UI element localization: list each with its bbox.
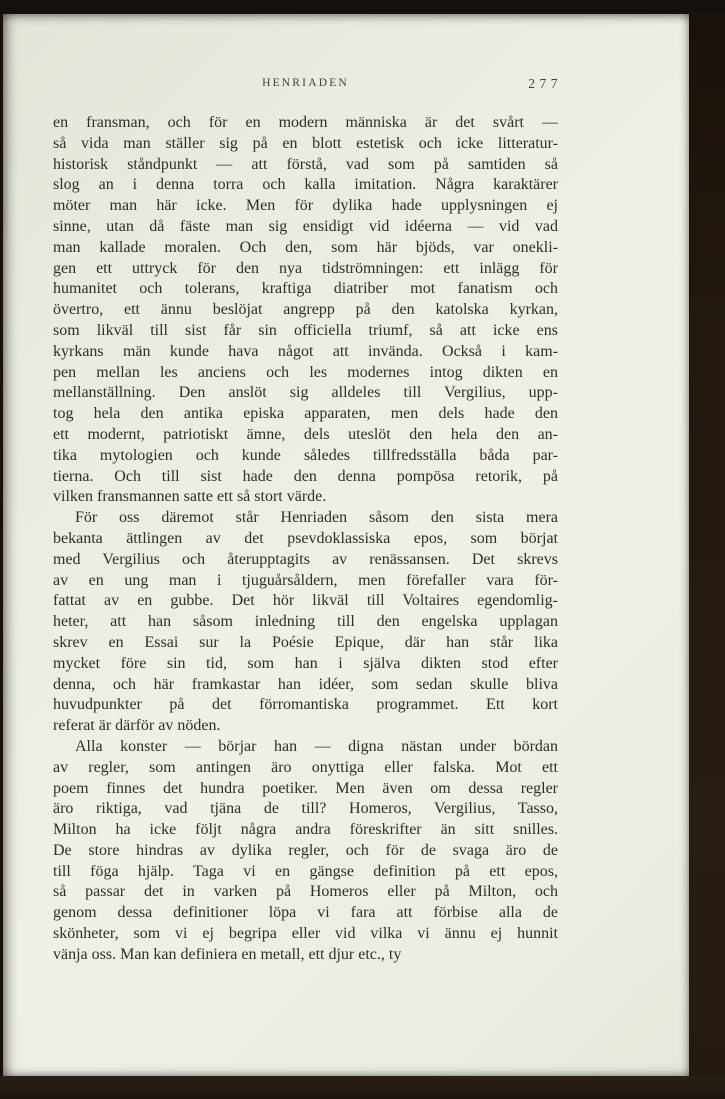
paragraph xyxy=(53,508,558,737)
text-line: referat är därför av nöden. xyxy=(53,717,221,735)
text-line: mycket före sin tid, som han i själva dikten stod efter xyxy=(53,654,558,672)
text-line: poem finnes det hundra poetiker. Men även om dessa regler xyxy=(53,779,558,797)
text-line: slog an i denna torra och kalla imitation. Några karaktärer xyxy=(53,176,558,194)
scan-border-bottom xyxy=(0,1076,725,1099)
text-line: tog hela den antika episka apparaten, men dels hade den xyxy=(53,405,558,423)
text-block xyxy=(53,76,562,966)
text-line: tika mytologien och kunde således tillfredsställa båda par- xyxy=(53,446,558,464)
text-line: så passar det in varken på Homeros eller på Milton, och xyxy=(53,883,558,901)
text-line: Milton ha icke följt några andra föreskrifter än sitt snilles. xyxy=(53,821,558,839)
paragraph xyxy=(53,737,558,966)
scan-border-right xyxy=(688,12,725,1099)
text-line: skönheter, som vi ej begripa eller vid vilka vi ännu ej hunnit xyxy=(53,925,558,943)
text-line: genom dessa definitioner löpa vi fara att förbise alla de xyxy=(53,904,558,922)
text-line: av en ung man i tjuguårsåldern, men förefaller vara för- xyxy=(53,571,558,589)
text-line: mellanställning. Den anslöt sig alldeles till Vergilius, upp- xyxy=(53,384,558,402)
text-line: De store hindras av dylika regler, och för de svaga äro de xyxy=(53,841,558,859)
text-line: kyrkans män kunde hava något att invända. Också i kam- xyxy=(53,342,558,360)
text-line: man kallade moralen. Och den, som här bjöds, var onekli- xyxy=(53,238,558,256)
text-line: vilken fransmannen satte ett så stort värde. xyxy=(53,488,327,506)
text-line: möter man här icke. Men för dylika hade upplysningen ej xyxy=(53,197,558,215)
text-line: fattat av en gubbe. Det hör likväl till Voltaires egendomlig- xyxy=(53,592,558,610)
page-number: 277 xyxy=(528,76,562,91)
page-title: HENRIADEN xyxy=(262,77,349,89)
text-line: med Vergilius och återupptagits av renässansen. Det skrevs xyxy=(53,550,558,568)
text-line: pen mellan les anciens och les modernes intog dikten en xyxy=(53,363,558,381)
text-line: tierna. Och till sist hade den denna pompösa retorik, på xyxy=(53,467,558,485)
text-line: denna, och här framkastar han idéer, som sedan skulle bliva xyxy=(53,675,558,693)
text-line: huvudpunkter på det förromantiska programmet. Ett kort xyxy=(53,696,558,714)
running-header xyxy=(53,76,562,93)
text-line: sinne, utan då fäste man sig ensidigt vid idéerna — vid vad xyxy=(53,217,558,235)
text-line: övertro, ett ännu beslöjat angrepp på den katolska kyrkan, xyxy=(53,301,558,319)
text-line: så vida man ställer sig på en blott estetisk och icke litteratur- xyxy=(53,134,558,152)
text-line: bekanta ättlingen av det psevdoklassiska epos, som börjat xyxy=(53,529,558,547)
text-line: ett modernt, patriotiskt ämne, dels uteslöt den hela den an- xyxy=(53,425,558,443)
text-line: För oss däremot står Henriaden såsom den sista mera xyxy=(75,509,558,527)
text-line: humanitet och tolerans, kraftiga diatriber mot fanatism och xyxy=(53,280,558,298)
text-line: till föga hjälp. Taga vi en gängse definition på ett epos, xyxy=(53,862,558,880)
text-line: skrev en Essai sur la Poésie Epique, där han står lika xyxy=(53,633,558,651)
text-line: vänja oss. Man kan definiera en metall, ett djur etc., ty xyxy=(53,945,402,963)
book-page xyxy=(3,14,689,1076)
paragraph xyxy=(53,113,558,508)
text-line: Alla konster — börjar han — digna nästan under bördan xyxy=(75,737,558,755)
text-line: äro riktiga, vad tjäna de till? Homeros, Vergilius, Tasso, xyxy=(53,800,558,818)
text-line: historisk ståndpunkt — att förstå, vad som på samtiden så xyxy=(53,155,558,173)
text-line: en fransman, och för en modern människa är det svårt — xyxy=(53,114,558,131)
page-body xyxy=(53,113,558,966)
text-line: av regler, som antingen äro onyttiga eller falska. Mot ett xyxy=(53,758,558,776)
text-line: gen ett uttryck för den nya tidströmningen: ett inlägg för xyxy=(53,259,558,277)
text-line: heter, att han såsom inledning till den engelska upplagan xyxy=(53,613,558,631)
text-line: som likväl till sist får sin officiella triumf, så att icke ens xyxy=(53,321,558,339)
